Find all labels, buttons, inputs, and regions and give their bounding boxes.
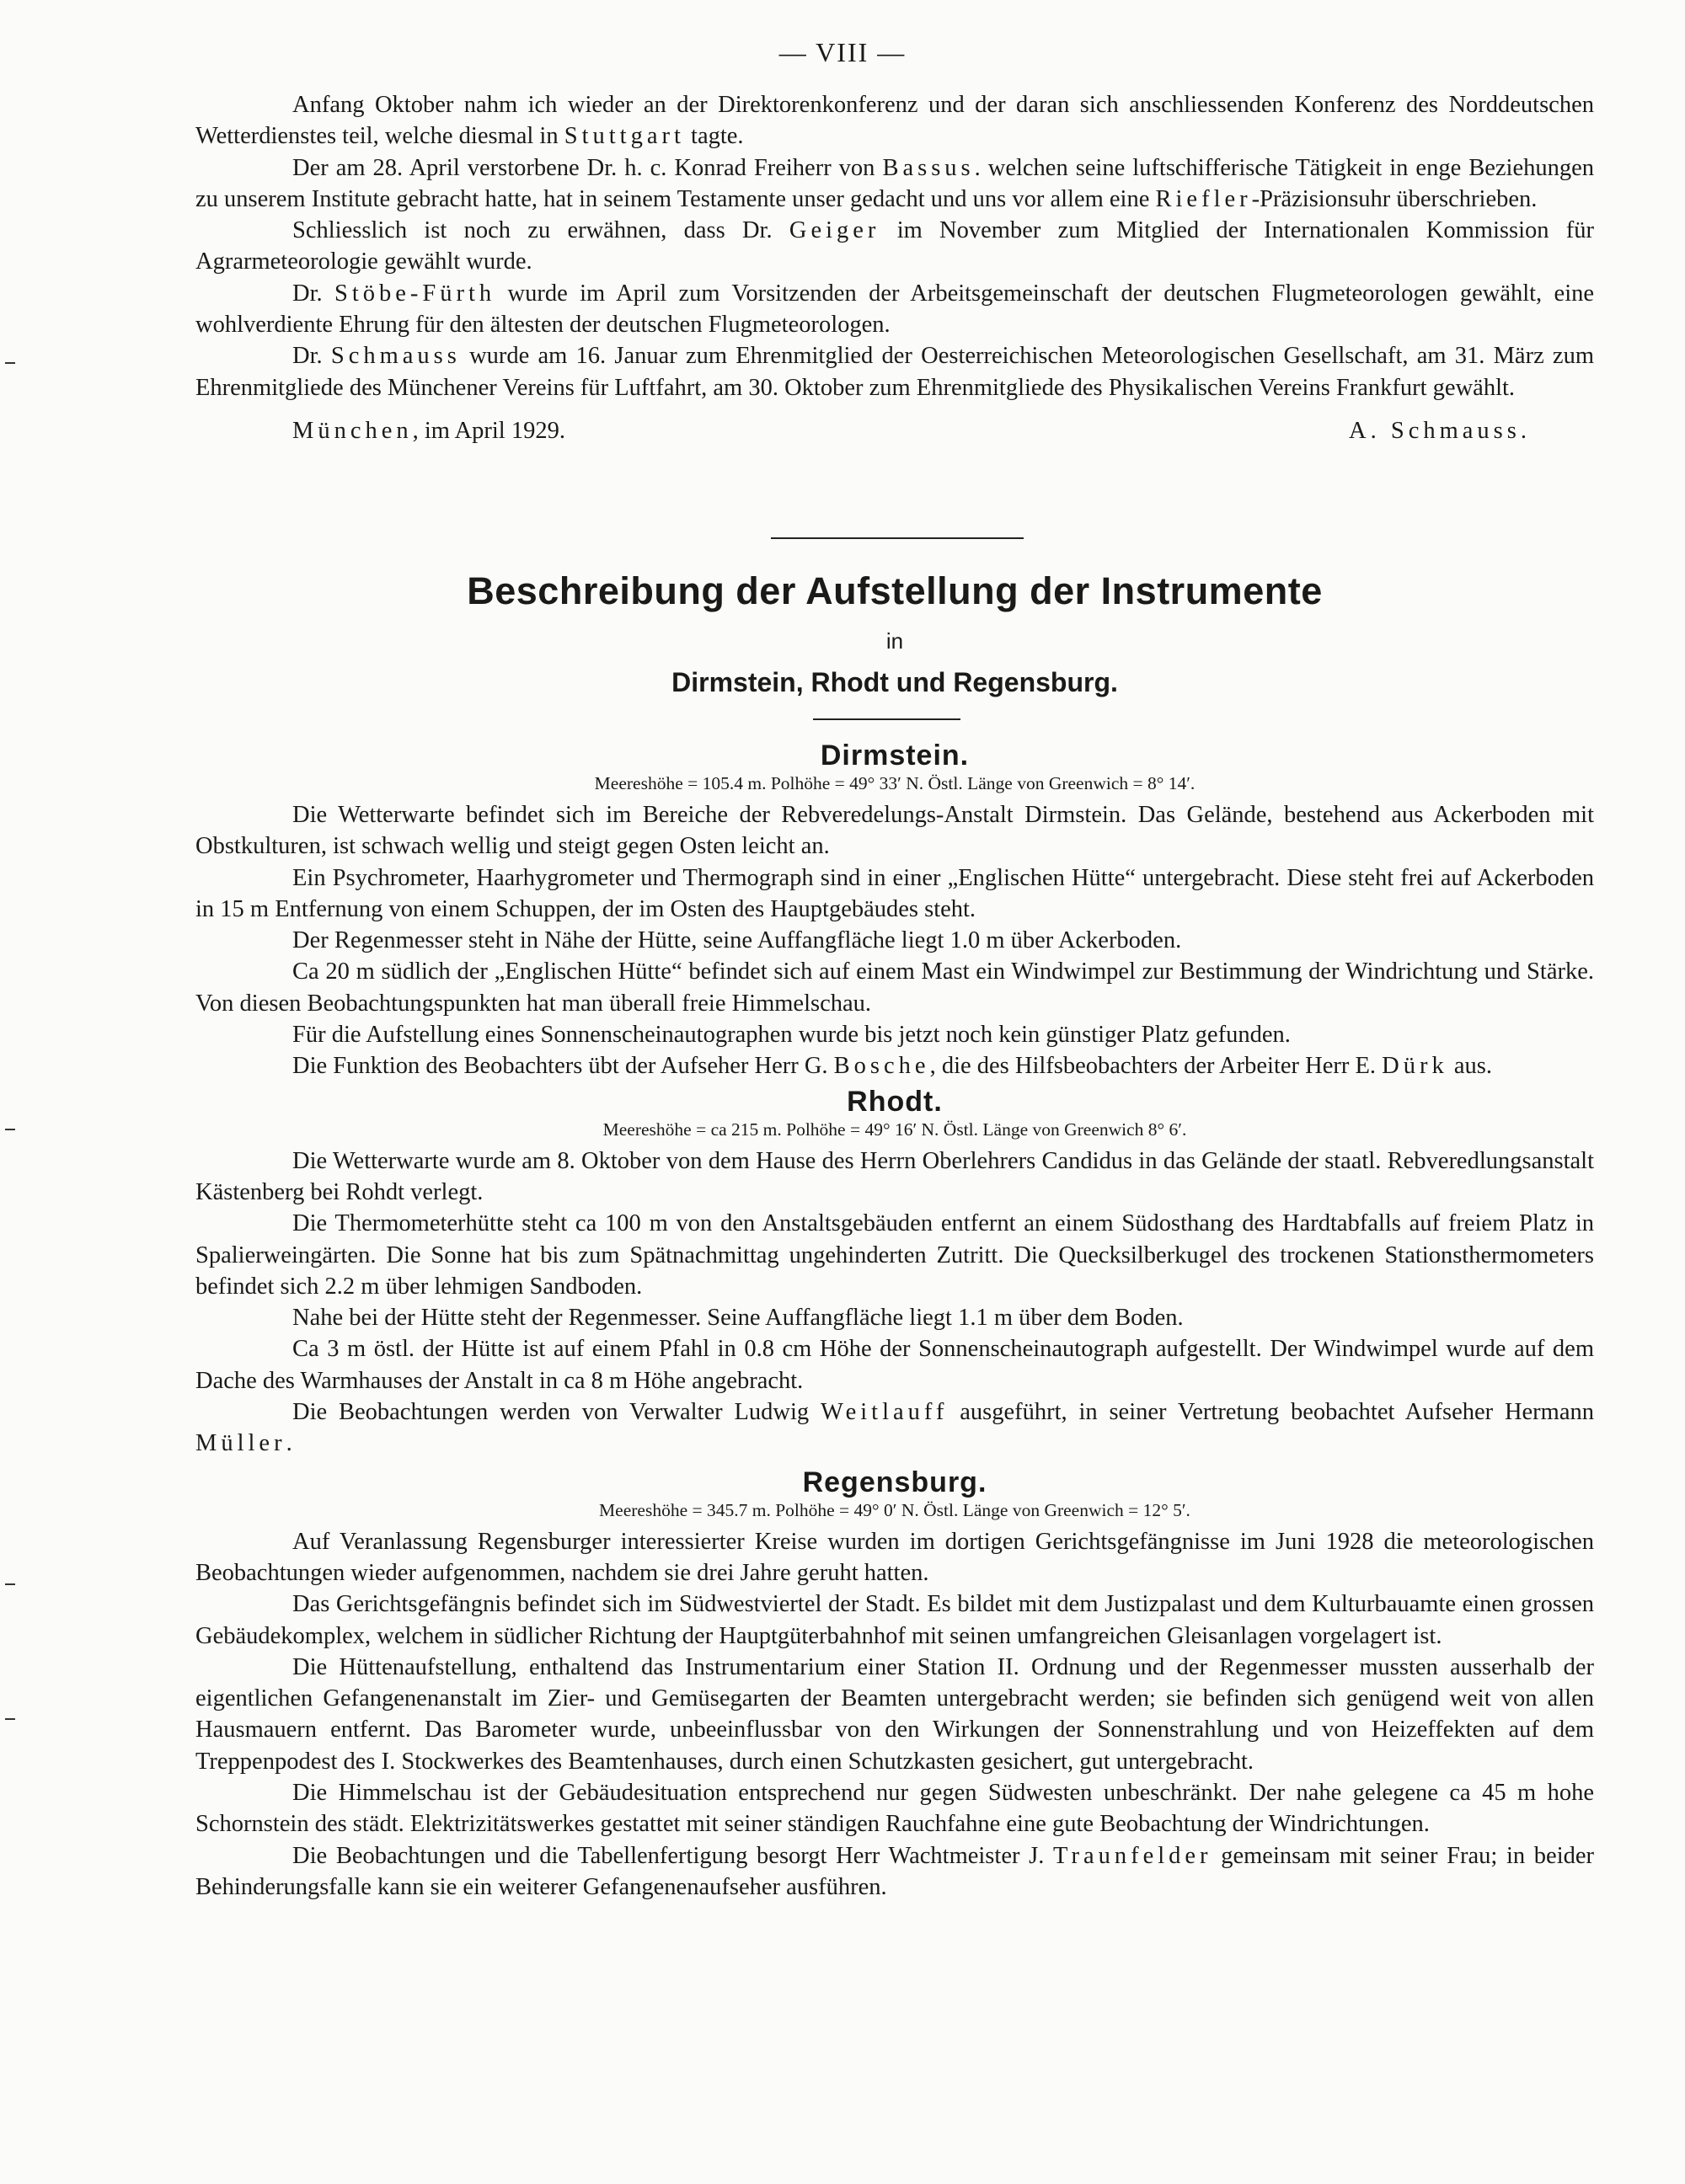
separator-rule: [771, 537, 1024, 539]
intro-paragraph: [195, 215, 1594, 278]
station-paragraph: [195, 1302, 1594, 1333]
intro-paragraph: [195, 278, 1594, 341]
station-heading: Rhodt.: [847, 1085, 943, 1118]
text-run: Ca 20 m südlich der „Englischen Hütte“ befindet sich auf einem Mast ein Windwimpel zur Bestimmung der Windrichtung und Stärke. Von diesen Beobachtungspunkten hat man überall freie Himmelschau.: [195, 959, 1594, 1017]
stations-list: [195, 740, 1594, 1903]
text-run: Nahe bei der Hütte steht der Regenmesser. Seine Auffangfläche liegt 1.1 m über dem Boden.: [292, 1305, 1184, 1332]
station-paragraph: [195, 1208, 1594, 1302]
station-paragraph: [195, 1145, 1594, 1209]
section-title-in: in: [885, 628, 904, 654]
text-run: Die Thermometerhütte steht ca 100 m von den Anstaltsgebäuden entfernt an einem Südosthang des Hardtabfalls auf freiem Platz in Spalierweingärten. Die Sonne hat bis zum Spätnachmittag ungehinderten Zutritt. Die Quecksilberkugel des trockenen Stationsthermometers befindet sich 2.2 m über lehmigen Sandboden.: [195, 1210, 1594, 1300]
text-run: Schliesslich ist noch zu erwähnen, dass Dr.: [292, 217, 789, 244]
page-number: — VIII —: [778, 37, 907, 67]
signature-line: [195, 415, 1594, 446]
station-paragraph: [195, 1526, 1594, 1589]
text-run: wurde am 16. Januar zum Ehrenmitglied der Oesterreichischen Meteorologischen Gesellschaft, am 31. März zum Ehrenmitgliede des Münchener Vereins für Luftfahrt, am 30. Oktober zum Ehrenmitgliede des Physikalischen Vereins Frankfurt gewählt.: [195, 343, 1594, 401]
station-paragraph: [195, 1333, 1594, 1396]
text-run: Der Regenmesser steht in Nähe der Hütte, seine Auffangfläche liegt 1.0 m über Ackerboden.: [292, 927, 1182, 954]
section-title: Beschreibung der Aufstellung der Instrumente: [467, 569, 1323, 612]
spaced-name: Stuttgart: [564, 123, 685, 150]
text-run: im November zum Mitglied der Internationalen Kommission für Agrarmeteorologie gewählt wurde.: [195, 217, 1594, 275]
station-paragraph: [195, 1777, 1594, 1840]
station-paragraph: [195, 1589, 1594, 1652]
text-run: Die Himmelschau ist der Gebäudesituation entsprechend nur gegen Südwesten unbeschränkt. Der nahe gelegene ca 45 m hohe Schornstein des städt. Elektrizitätswerkes gestattet mit seiner ständigen Rauchfahne eine gute Beobachtung der Windrichtungen.: [195, 1780, 1594, 1838]
station-section: [195, 1466, 1594, 1904]
text-run: Das Gerichtsgefängnis befindet sich im Südwestviertel der Stadt. Es bildet mit dem Justizpalast und dem Kulturbauamte einen grossen Gebäudekomplex, welchem in südlicher Richtung der Hauptgüterbahnhof mit seinen umfangreichen Gleisanlagen vorgelagert ist.: [195, 1591, 1594, 1649]
station-paragraph: [195, 1050, 1594, 1081]
spaced-name: Stöbe-Fürth: [334, 280, 496, 307]
spaced-name: Schmauss: [330, 343, 461, 370]
spaced-name: Riefler: [1155, 185, 1252, 212]
text-run: Die Wetterwarte befindet sich im Bereiche der Rebveredelungs-Anstalt Dirmstein. Das Gelände, bestehend aus Ackerboden mit Obstkulturen, ist schwach wellig und steigt gegen Osten leicht an.: [195, 802, 1594, 860]
text-run: , die des Hilfsbeobachters der Arbeiter Herr E.: [929, 1053, 1383, 1080]
text-run: Die Beobachtungen und die Tabellenfertigung besorgt Herr Wachtmeister J.: [292, 1842, 1054, 1869]
text-run: Dr.: [292, 343, 331, 370]
text-run: gemeinsam mit seiner Frau; in beider Behinderungsfalle kann sie ein weiterer Gefangenenaufseher ausführen.: [195, 1842, 1595, 1900]
station-paragraph: [195, 1652, 1594, 1777]
station-paragraph: [195, 862, 1594, 926]
station-paragraph: [195, 956, 1594, 1019]
spaced-name: Bosche: [833, 1053, 930, 1080]
stations-section: [195, 740, 1594, 1903]
text-run: tagte.: [684, 123, 744, 150]
signature-place: München: [292, 417, 413, 444]
text-run: Der am 28. April verstorbene Dr. h. c. Konrad Freiherr von: [292, 154, 883, 181]
station-section: [195, 740, 1594, 1082]
section-subtitle: Dirmstein, Rhodt und Regensburg.: [671, 667, 1118, 697]
intro-paragraph: [195, 340, 1594, 403]
spaced-name: Traunfelder: [1053, 1842, 1212, 1869]
text-run: .: [286, 1430, 292, 1457]
station-coordinates: Meereshöhe = ca 215 m. Polhöhe = 49° 16′ N. Östl. Länge von Greenwich 8° 6′.: [602, 1119, 1187, 1140]
signature-author: A. Schmauss.: [1349, 417, 1531, 444]
station-coordinates: Meereshöhe = 105.4 m. Polhöhe = 49° 33′ N. Östl. Länge von Greenwich = 8° 14′.: [594, 773, 1196, 793]
margin-mark: [5, 1718, 15, 1720]
text-run: Anfang Oktober nahm ich wieder an der Direktorenkonferenz und der daran sich anschliessenden Konferenz des Norddeutschen Wetterdienstes teil, welche diesmal in: [195, 92, 1594, 150]
separator-rule: [813, 718, 960, 720]
text-run: Ca 3 m östl. der Hütte ist auf einem Pfahl in 0.8 cm Höhe der Sonnenscheinautograph aufgestellt. Der Windwimpel wurde auf dem Dache des Warmhauses der Anstalt in ca 8 m Höhe angebracht.: [195, 1336, 1594, 1394]
spaced-name: Müller: [195, 1430, 286, 1457]
text-run: aus.: [1447, 1053, 1492, 1080]
text-run: . welchen seine luftschifferische Tätigkeit in enge Beziehungen zu unserem Institute gebracht hatte, hat in seinem Testamente unser gedacht und uns vor allem eine: [195, 154, 1594, 212]
spaced-name: Weitlauff: [820, 1399, 949, 1426]
margin-mark: [5, 1583, 15, 1585]
station-paragraph: [195, 799, 1594, 862]
text-run: -Präzisionsuhr überschrieben.: [1251, 185, 1538, 212]
spaced-name: Bassus: [882, 154, 975, 181]
station-paragraph: [195, 1019, 1594, 1050]
station-section: [195, 1086, 1594, 1460]
station-coordinates: Meereshöhe = 345.7 m. Polhöhe = 49° 0′ N. Östl. Länge von Greenwich = 12° 5′.: [599, 1499, 1190, 1520]
text-run: Dr.: [292, 280, 334, 307]
text-run: Die Beobachtungen werden von Verwalter Ludwig: [292, 1399, 821, 1426]
text-run: Auf Veranlassung Regensburger interessierter Kreise wurden im dortigen Gerichtsgefängnisse im Juni 1928 die meteorologischen Beobachtungen wieder aufgenommen, nachdem sie drei Jahre geruht hatten.: [195, 1528, 1594, 1586]
signature-date: , im April 1929.: [412, 417, 565, 444]
intro-section: [195, 89, 1594, 446]
spaced-name: Geiger: [789, 217, 880, 244]
spaced-name: Dürk: [1382, 1053, 1448, 1080]
text-run: Die Funktion des Beobachters übt der Aufseher Herr G.: [292, 1053, 834, 1080]
intro-paragraph: [195, 89, 1594, 152]
station-heading: Dirmstein.: [820, 740, 970, 772]
text-run: wurde im April zum Vorsitzenden der Arbeitsgemeinschaft der deutschen Flugmeteorologen gewählt, eine wohlverdiente Ehrung für den ältesten der deutschen Flugmeteorologen.: [195, 280, 1595, 339]
text-run: Die Hüttenaufstellung, enthaltend das Instrumentarium einer Station II. Ordnung und der Regenmesser mussten ausserhalb der eigentlichen Gefangenenanstalt im Zier- und Gemüsegarten der Beamten untergebracht werden; sie befinden sich genügend weit von allen Hausmauern entfernt. Das Barometer wurde, unbeeinflussbar von den Wirkungen der Sonnenstrahlung und von Heizeffekten auf dem Treppenpodest des I. Stockwerkes des Beamtenhauses, durch einen Schutzkasten gesichert, gut untergebracht.: [195, 1653, 1594, 1775]
text-run: Die Wetterwarte wurde am 8. Oktober von dem Hause des Herrn Oberlehrers Candidus in das Gelände der staatl. Rebveredlungsanstalt Kästenberg bei Rohdt verlegt.: [195, 1147, 1594, 1205]
text-run: Ein Psychrometer, Haarhygrometer und Thermograph sind in einer „Englischen Hütte“ untergebracht. Diese steht frei auf Ackerboden in 15 m Entfernung von einem Schuppen, der im Osten des Hauptgebäudes steht.: [195, 864, 1594, 922]
margin-mark: [5, 362, 15, 364]
intro-paragraphs: [195, 89, 1594, 403]
intro-paragraph: [195, 152, 1594, 216]
text-run: ausgeführt, in seiner Vertretung beobachtet Aufseher Hermann: [948, 1399, 1594, 1426]
text-run: Für die Aufstellung eines Sonnenscheinautographen wurde bis jetzt noch kein günstiger Platz gefunden.: [292, 1022, 1291, 1049]
station-paragraph: [195, 1840, 1594, 1904]
signature-place-date: [195, 415, 565, 446]
station-paragraph: [195, 925, 1594, 956]
station-paragraph: [195, 1396, 1594, 1460]
margin-mark: [5, 1129, 15, 1130]
station-heading: Regensburg.: [802, 1466, 987, 1498]
